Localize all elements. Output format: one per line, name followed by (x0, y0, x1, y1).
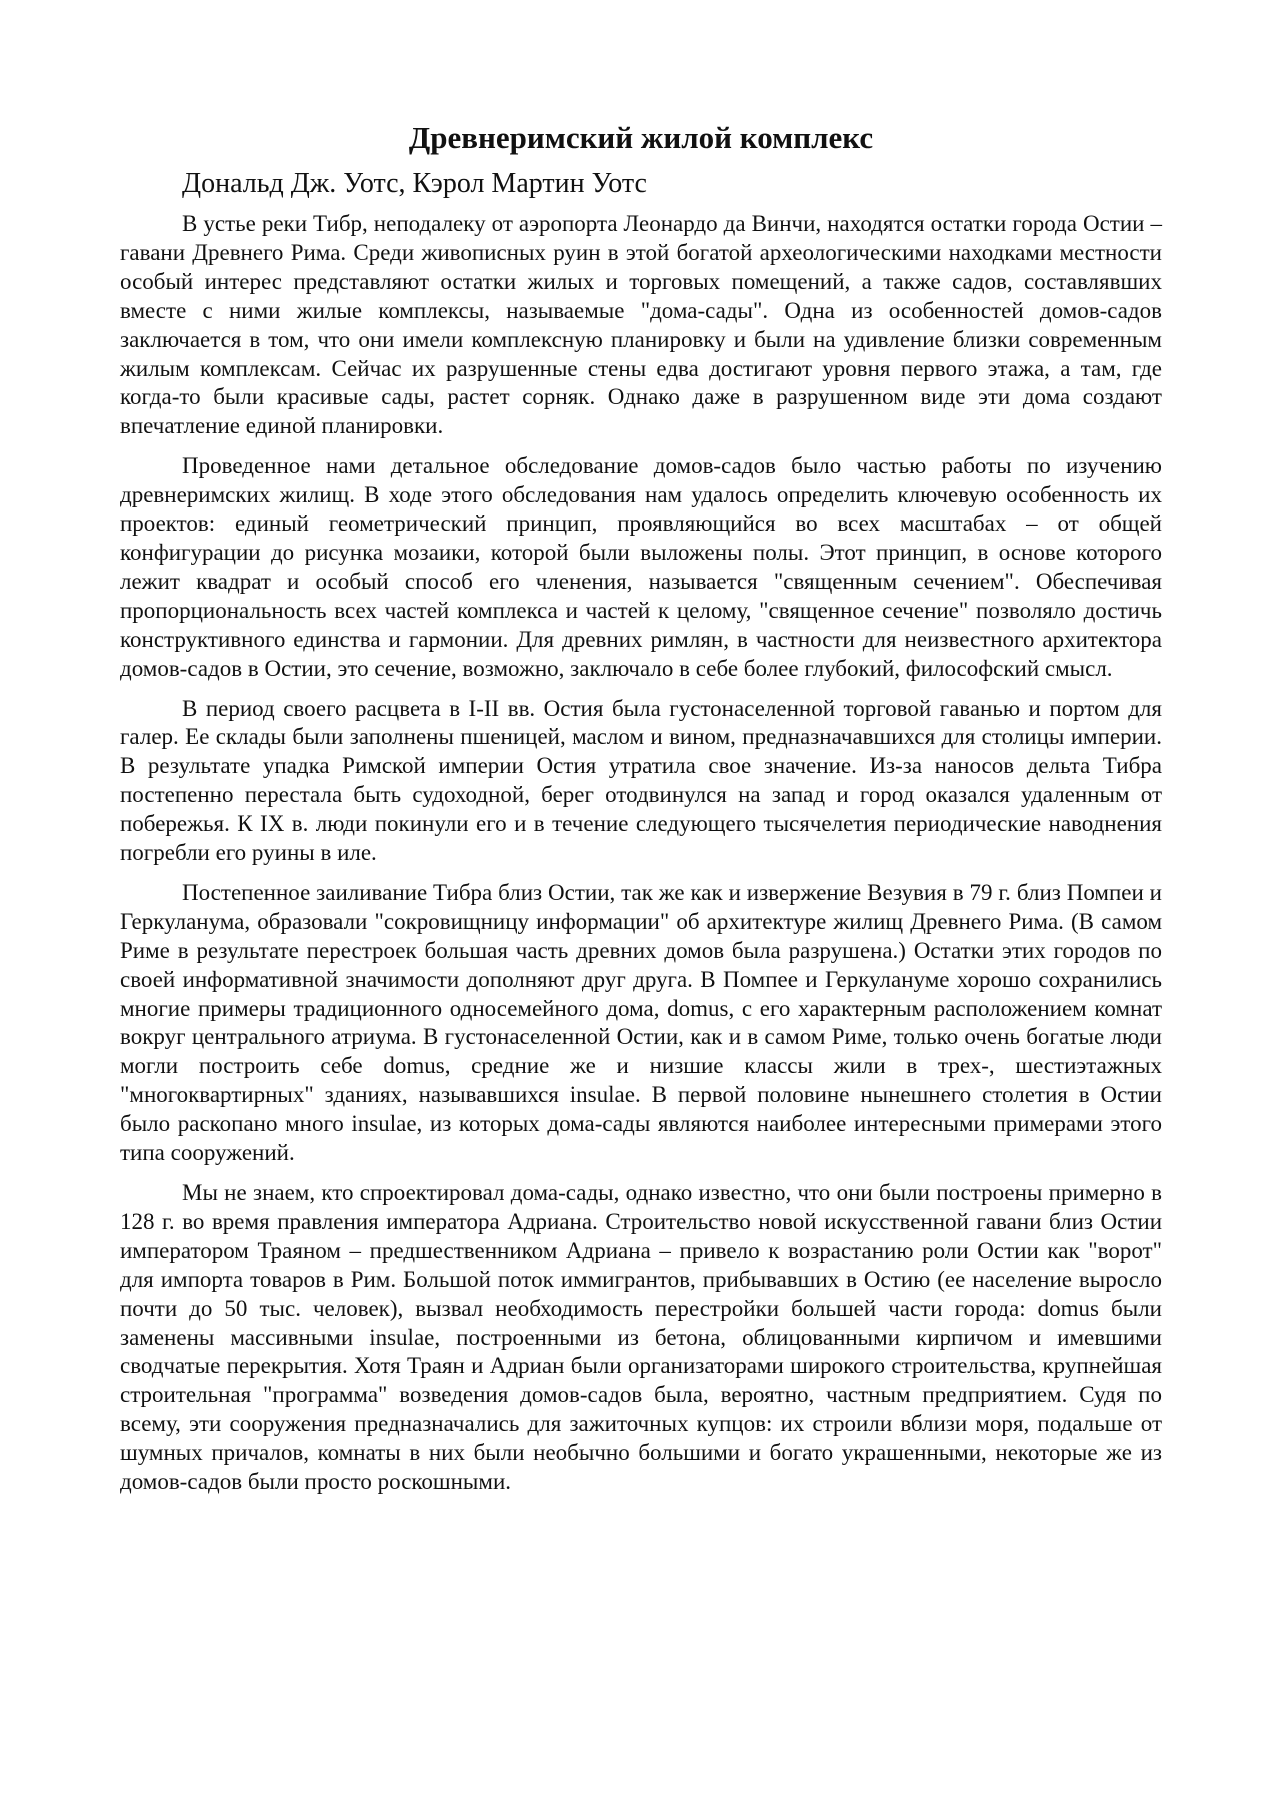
paragraph-5: Мы не знаем, кто спроектировал дома-сады, однако известно, что они были построены примерно в 128 г. во время правления императора Адриана. Строительство новой искусственной гавани близ Остии императором Траяном – предшественником Адриана – привело к возрастанию роли Остии как "ворот" для импорта товаров в Рим. Большой поток иммигрантов, прибывавших в Остию (ее население выросло почти до 50 тыс. человек), вызвал необходимость перестройки большей части города: domus были заменены массивными insulae, построенными из бетона, облицованными кирпичом и имевшими сводчатые перекрытия. Хотя Траян и Адриан были организаторами широкого строительства, крупнейшая строительная "программа" возведения домов-садов была, вероятно, частным предприятием. Судя по всему, эти сооружения предназначались для зажиточных купцов: их строили вблизи моря, подальше от шумных причалов, комнаты в них были необычно большими и богато украшенными, некоторые же из домов-садов были просто роскошными. (120, 1180, 1162, 1495)
document-authors: Дональд Дж. Уотс, Кэрол Мартин Уотс (182, 168, 647, 199)
paragraph-1: В устье реки Тибр, неподалеку от аэропорта Леонардо да Винчи, находятся остатки города Остии – гавани Древнего Рима. Среди живописных руин в этой богатой археологическими находками местности особый интерес представляют остатки жилых и торговых помещений, а также садов, составлявших вместе с ними жилые комплексы, называемые "дома-сады". Одна из особенностей домов-садов заключается в том, что они имели комплексную планировку и были на удивление близки современным жилым комплексам. Сейчас их разрушенные стены едва достигают уровня первого этажа, а там, где когда-то были красивые сады, растет сорняк. Однако даже в разрушенном виде эти дома создают впечатление единой планировки. (120, 211, 1162, 439)
paragraph-2: Проведенное нами детальное обследование домов-садов было частью работы по изучению древнеримских жилищ. В ходе этого обследования нам удалось определить ключевую особенность их проектов: единый геометрический принцип, проявляющийся во всех масштабах – от общей конфигурации до рисунка мозаики, которой были выложены полы. Этот принцип, в основе которого лежит квадрат и особый способ его членения, называется "священным сечением". Обеспечивая пропорциональность всех частей комплекса и частей к целому, "священное сечение" позволяло достичь конструктивного единства и гармонии. Для древних римлян, в частности для неизвестного архитектора домов-садов в Остии, это сечение, возможно, заключало в себе более глубокий, философский смысл. (120, 453, 1162, 681)
paragraph-3: В период своего расцвета в I-II вв. Остия была густонаселенной торговой гаванью и портом для галер. Ее склады были заполнены пшеницей, маслом и вином, предназначавшихся для столицы империи. В результате упадка Римской империи Остия утратила свое значение. Из-за наносов дельта Тибра постепенно перестала быть судоходной, берег отодвинулся на запад и город оказался удаленным от побережья. К IX в. люди покинули его и в течение следующего тысячелетия периодические наводнения погребли его руины в иле. (120, 695, 1162, 866)
paragraph-4: Постепенное заиливание Тибра близ Остии, так же как и извержение Везувия в 79 г. близ Помпеи и Геркуланума, образовали "сокровищницу информации" об архитектуре жилищ Древнего Рима. (В самом Риме в результате перестроек большая часть древних домов была разрушена.) Остатки этих городов по своей информативной значимости дополняют друг друга. В Помпее и Геркулануме хорошо сохранились многие примеры традиционного односемейного дома, domus, с его характерным расположением комнат вокруг центрального атриума. В густонаселенной Остии, как и в самом Риме, только очень богатые люди могли построить себе domus, средние же и низшие классы жили в трех-, шестиэтажных "многоквартирных" зданиях, называвшихся insulae. В первой половине нынешнего столетия в Остии было раскопано много insulae, из которых дома-сады являются наиболее интересными примерами этого типа сооружений. (120, 879, 1162, 1166)
document-page (120, 118, 1162, 1508)
document-title: Древнеримский жилой комплекс (408, 120, 874, 155)
